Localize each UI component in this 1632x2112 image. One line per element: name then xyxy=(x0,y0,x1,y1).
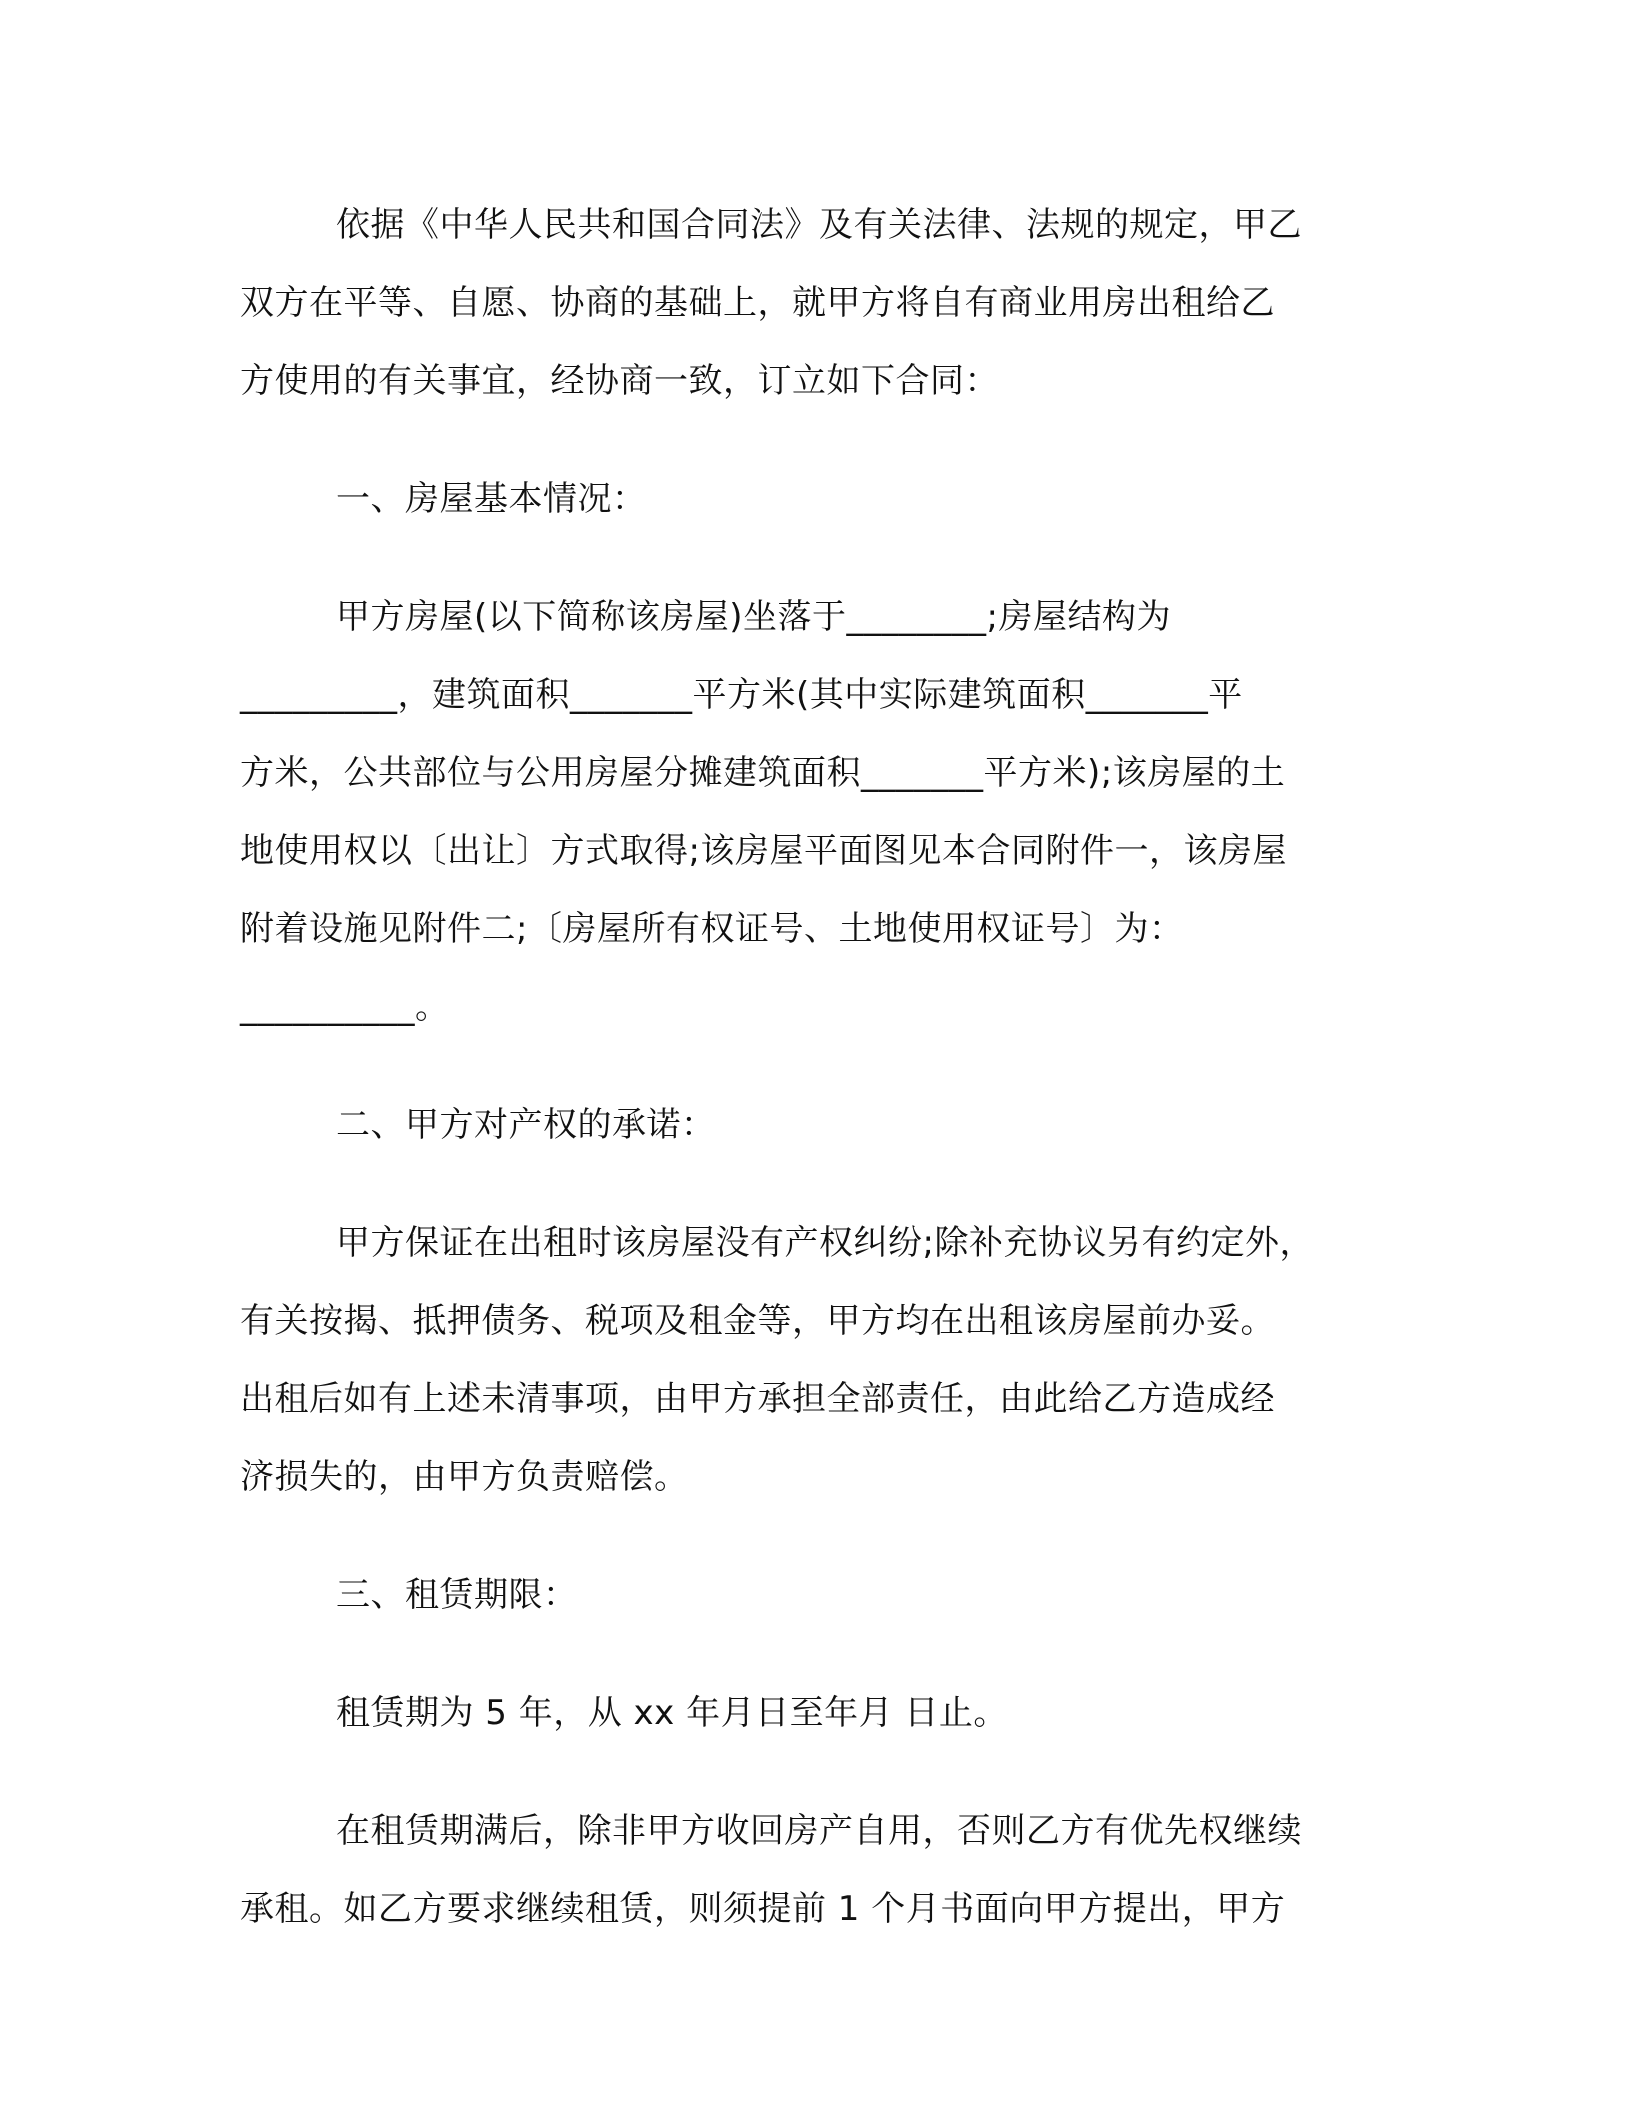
section1-line-3: 方米，公共部位与公用房屋分摊建筑面积_______平方米);该房屋的土 xyxy=(240,753,1286,793)
section3-renewal-line-2: 承租。如乙方要求继续租赁，则须提前 1 个月书面向甲方提出，甲方 xyxy=(240,1889,1286,1929)
section2-line-1: 甲方保证在出租时该房屋没有产权纠纷;除补充协议另有约定外， xyxy=(336,1223,1314,1263)
section3-renewal-paragraph xyxy=(240,1792,1390,1948)
section1-line-2: _________，建筑面积_______平方米(其中实际建筑面积_______平 xyxy=(240,675,1243,715)
document-page xyxy=(240,186,1390,1948)
section3-term: 租赁期为 5 年，从 xx 年月日至年月 日止。 xyxy=(336,1693,1008,1733)
section2-line-2: 有关按揭、抵押债务、税项及租金等，甲方均在出租该房屋前办妥。 xyxy=(240,1301,1275,1341)
section1-paragraph xyxy=(240,578,1390,1046)
section3-heading: 三、租赁期限： xyxy=(336,1575,578,1615)
intro-line-2: 双方在平等、自愿、协商的基础上，就甲方将自有商业用房出租给乙 xyxy=(240,283,1275,323)
section1-line-4: 地使用权以〔出让〕方式取得;该房屋平面图见本合同附件一，该房屋 xyxy=(240,831,1287,871)
section1-line-6: __________。 xyxy=(240,987,450,1027)
section1-line-5: 附着设施见附件二;〔房屋所有权证号、土地使用权证号〕为： xyxy=(240,909,1184,949)
section2-line-3: 出租后如有上述未清事项，由甲方承担全部责任，由此给乙方造成经 xyxy=(240,1379,1275,1419)
section2-paragraph xyxy=(240,1204,1390,1516)
intro-line-3: 方使用的有关事宜，经协商一致，订立如下合同： xyxy=(240,361,999,401)
intro-line-1: 依据《中华人民共和国合同法》及有关法律、法规的规定，甲乙 xyxy=(336,205,1302,245)
section1-heading: 一、房屋基本情况： xyxy=(336,479,647,519)
intro-paragraph xyxy=(240,186,1390,420)
section3-renewal-line-1: 在租赁期满后，除非甲方收回房产自用，否则乙方有优先权继续 xyxy=(336,1811,1302,1851)
section2-line-4: 济损失的，由甲方负责赔偿。 xyxy=(240,1457,689,1497)
section2-heading: 二、甲方对产权的承诺： xyxy=(336,1105,716,1145)
section1-line-1: 甲方房屋(以下简称该房屋)坐落于________;房屋结构为 xyxy=(336,597,1171,637)
